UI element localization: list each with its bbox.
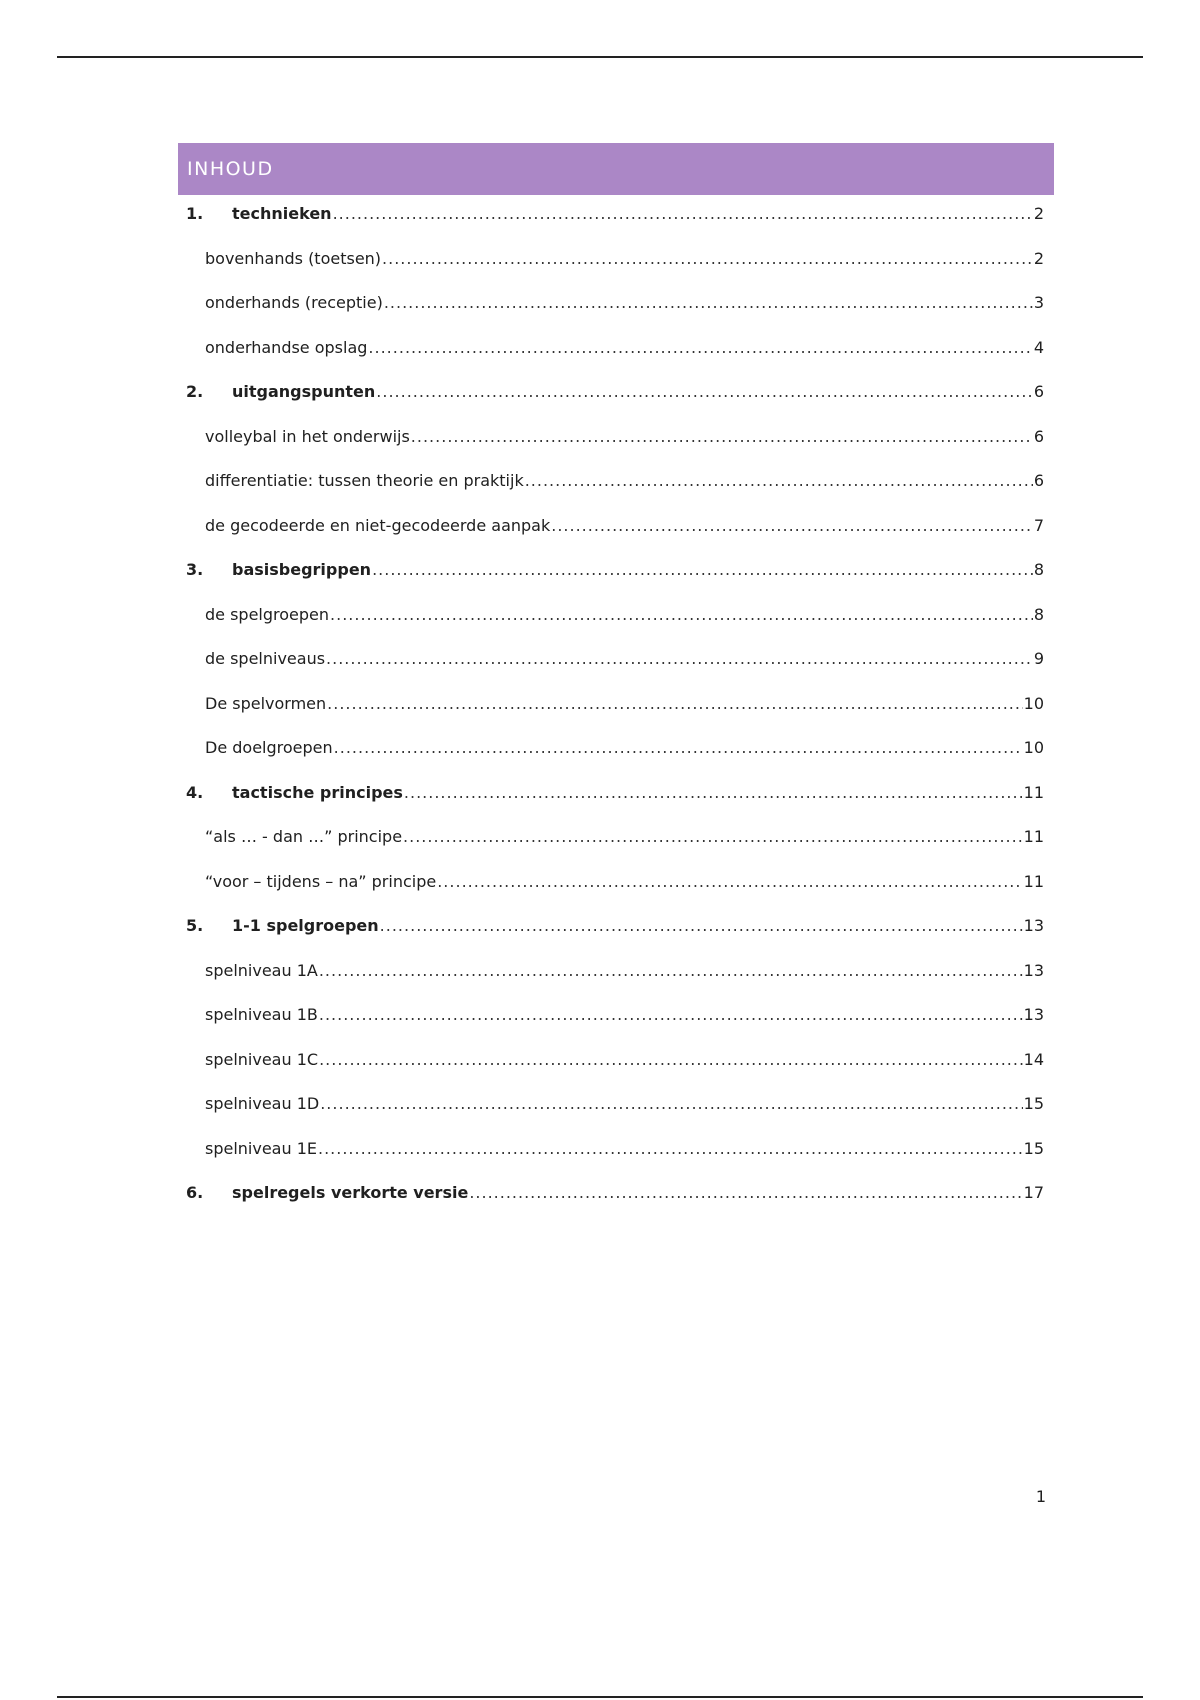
toc-dot-leader <box>551 515 1033 537</box>
toc-section-entry[interactable] <box>186 871 1044 916</box>
toc-section-entry[interactable] <box>186 248 1044 293</box>
toc-dot-leader <box>319 1004 1023 1026</box>
toc-entry-page: 8 <box>1033 560 1044 579</box>
toc-dot-leader <box>376 381 1033 403</box>
toc-entry-title: “als … - dan …” principe <box>205 827 403 846</box>
toc-section-entry[interactable] <box>186 960 1044 1005</box>
toc-chapter-entry[interactable] <box>186 559 1044 604</box>
toc-section-entry[interactable] <box>186 737 1044 782</box>
toc-entry-page: 4 <box>1033 337 1044 357</box>
toc-entry-number: 3. <box>186 560 204 579</box>
toc-entry-number: 6. <box>186 1183 204 1202</box>
toc-entry-title: 1-1 spelgroepen <box>232 916 379 935</box>
toc-entry-page: 17 <box>1023 1183 1044 1202</box>
toc-section-entry[interactable] <box>186 1138 1044 1183</box>
toc-section-entry[interactable] <box>186 470 1044 515</box>
toc-entry-page: 11 <box>1023 827 1044 846</box>
toc-entry-title: spelniveau 1C <box>205 1049 319 1069</box>
toc-dot-leader <box>525 470 1033 492</box>
toc-list <box>186 203 1044 1227</box>
toc-section-entry[interactable] <box>186 1093 1044 1138</box>
toc-dot-leader <box>404 782 1023 804</box>
toc-entry-number: 5. <box>186 916 204 935</box>
toc-dot-leader <box>334 737 1023 759</box>
toc-dot-leader <box>372 559 1033 581</box>
toc-entry-number: 1. <box>186 204 204 223</box>
toc-section-entry[interactable] <box>186 604 1044 649</box>
header-rule <box>57 56 1143 58</box>
toc-entry-title: basisbegrippen <box>232 560 372 579</box>
footer-rule <box>57 1696 1143 1698</box>
toc-entry-title: spelregels verkorte versie <box>232 1183 469 1202</box>
toc-entry-page: 6 <box>1033 471 1044 490</box>
toc-dot-leader <box>319 1049 1023 1071</box>
toc-chapter-entry[interactable] <box>186 782 1044 827</box>
toc-entry-page: 11 <box>1023 782 1044 802</box>
toc-entry-title: spelniveau 1A <box>205 960 318 980</box>
toc-entry-page: 7 <box>1033 515 1044 535</box>
toc-entry-page: 8 <box>1033 604 1044 624</box>
toc-dot-leader <box>380 915 1023 937</box>
toc-entry-page: 11 <box>1023 871 1044 891</box>
toc-entry-page: 6 <box>1033 382 1044 401</box>
toc-entry-title: de spelniveaus <box>205 649 326 668</box>
toc-dot-leader <box>327 693 1022 715</box>
toc-entry-page: 6 <box>1033 426 1044 446</box>
toc-entry-title: volleybal in het onderwijs <box>205 426 410 446</box>
toc-dot-leader <box>382 248 1033 270</box>
toc-chapter-entry[interactable] <box>186 915 1044 960</box>
toc-section-entry[interactable] <box>186 1049 1044 1094</box>
toc-entry-page: 15 <box>1023 1138 1044 1158</box>
toc-entry-page: 15 <box>1023 1094 1044 1113</box>
toc-entry-title: uitgangspunten <box>232 382 376 401</box>
toc-entry-title: De spelvormen <box>205 693 327 713</box>
toc-section-entry[interactable] <box>186 693 1044 738</box>
toc-entry-title: spelniveau 1D <box>205 1094 320 1113</box>
toc-chapter-entry[interactable] <box>186 203 1044 248</box>
toc-section-entry[interactable] <box>186 648 1044 693</box>
toc-dot-leader <box>320 1093 1022 1115</box>
toc-section-entry[interactable] <box>186 515 1044 560</box>
toc-dot-leader <box>469 1182 1022 1204</box>
toc-entry-title: technieken <box>232 204 332 223</box>
toc-heading: INHOUD <box>187 158 274 180</box>
toc-heading-band <box>178 143 1054 195</box>
toc-dot-leader <box>318 1138 1023 1160</box>
toc-dot-leader <box>384 292 1033 314</box>
toc-entry-page: 13 <box>1023 1005 1044 1024</box>
toc-entry-title: onderhandse opslag <box>205 337 368 357</box>
toc-entry-title: De doelgroepen <box>205 738 333 757</box>
toc-section-entry[interactable] <box>186 292 1044 337</box>
toc-entry-page: 14 <box>1023 1049 1044 1069</box>
toc-entry-page: 13 <box>1023 916 1044 935</box>
toc-entry-page: 3 <box>1033 293 1044 312</box>
toc-entry-page: 9 <box>1033 649 1044 668</box>
toc-dot-leader <box>437 871 1022 893</box>
toc-entry-number: 2. <box>186 382 204 401</box>
toc-entry-title: “voor – tijdens – na” principe <box>205 871 437 891</box>
toc-entry-page: 13 <box>1023 960 1044 980</box>
toc-entry-title: differentiatie: tussen theorie en praktijk <box>205 471 524 490</box>
toc-dot-leader <box>319 960 1023 982</box>
toc-dot-leader <box>330 604 1033 626</box>
toc-dot-leader <box>333 203 1033 225</box>
toc-dot-leader <box>411 426 1033 448</box>
toc-section-entry[interactable] <box>186 1004 1044 1049</box>
toc-entry-title: tactische principes <box>232 782 403 802</box>
toc-entry-title: onderhands (receptie) <box>205 293 383 312</box>
toc-chapter-entry[interactable] <box>186 1182 1044 1227</box>
toc-section-entry[interactable] <box>186 826 1044 871</box>
toc-entry-number: 4. <box>186 782 204 802</box>
toc-dot-leader <box>403 826 1023 848</box>
toc-dot-leader <box>326 648 1033 670</box>
toc-entry-page: 2 <box>1033 204 1044 223</box>
toc-dot-leader <box>368 337 1032 359</box>
toc-entry-page: 2 <box>1033 248 1044 268</box>
toc-entry-title: spelniveau 1E <box>205 1138 317 1158</box>
toc-entry-title: bovenhands (toetsen) <box>205 248 382 268</box>
page-number: 1 <box>1035 1487 1046 1506</box>
toc-entry-page: 10 <box>1023 693 1044 713</box>
toc-section-entry[interactable] <box>186 337 1044 382</box>
toc-section-entry[interactable] <box>186 426 1044 471</box>
toc-entry-title: de gecodeerde en niet-gecodeerde aanpak <box>205 515 551 535</box>
toc-entry-page: 10 <box>1023 738 1044 757</box>
toc-entry-title: spelniveau 1B <box>205 1005 318 1024</box>
toc-entry-title: de spelgroepen <box>205 604 330 624</box>
toc-chapter-entry[interactable] <box>186 381 1044 426</box>
